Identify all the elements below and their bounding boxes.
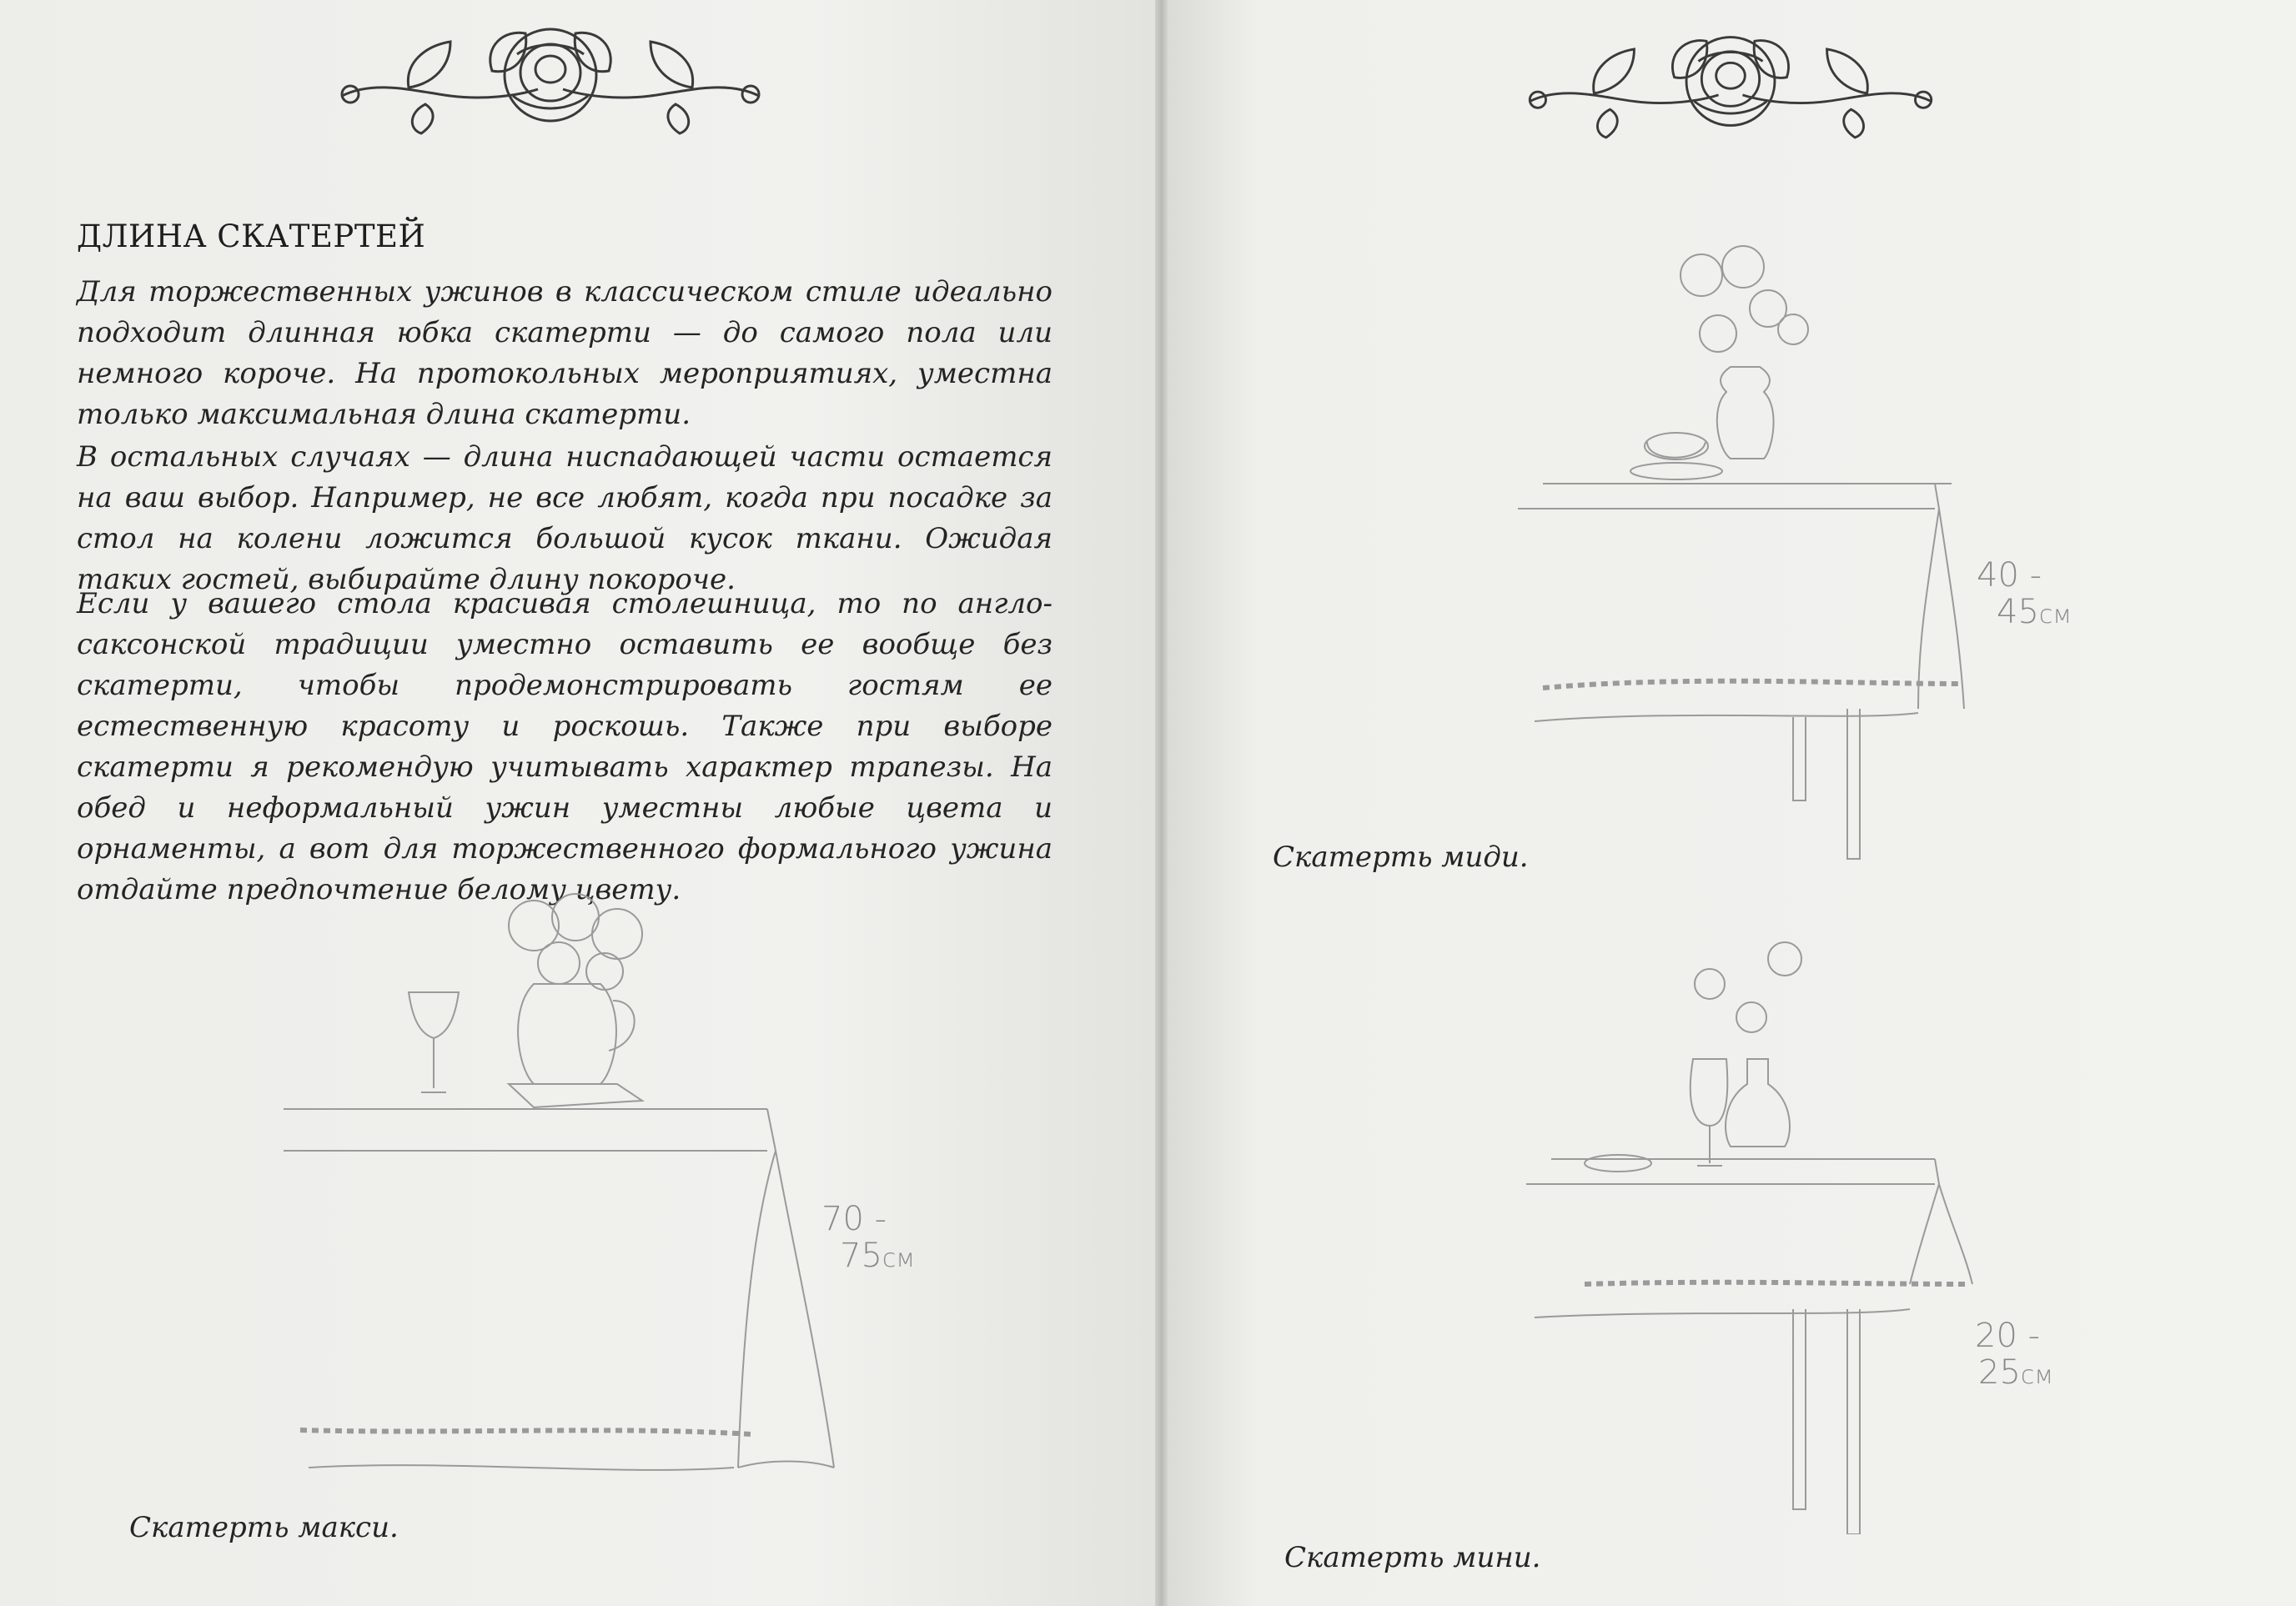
illustration-caption: Скатерть миди. [1273,841,1529,874]
length-annotation: 70 - 75см [821,1200,916,1275]
paragraph: В остальных случаях — длина ниспадающей части остается на ваш выбор. Например, не все любят, когда при посадке за стол на колени ложится большой кусок ткани. Ожидая таких гостей, выбирайте длину покороче. [77,440,1053,596]
illustration-caption: Скатерть макси. [129,1511,399,1544]
tablecloth-mini-sketch [1518,934,1985,1534]
book-gutter [1155,0,1168,1606]
rose-ornament-icon [325,13,776,138]
illustration-caption: Скатерть мини. [1284,1541,1541,1574]
length-annotation: 40 - 45см [1977,556,2072,631]
rose-ornament-icon [1514,17,1947,146]
page-heading: ДЛИНА СКАТЕРТЕЙ [77,218,426,254]
paragraph: Если у вашего стола красивая столешница, то по англо-саксонской традиции уместно оставить ее вообще без скатерти, чтобы продемонстрировать гостям ее естественную красоту и роскошь. Также при выборе скатерти я рекомендую учитывать характер трапезы. На обед и неформальный ужин уместны любые цвета и орнаменты, а вот для торжественного формального ужина отдайте предпочтение белому цвету. [77,587,1053,906]
paragraph: Для торжественных ужинов в классическом стиле идеально подходит длинная юбка скатерти — до самого пола или немного короче. На протокольных мероприятиях, уместна только максимальная длина скатерти. [77,275,1053,431]
tablecloth-maxi-sketch [284,884,884,1484]
length-annotation: 20 - 25см [1975,1317,2054,1392]
tablecloth-midi-sketch [1518,242,1985,876]
